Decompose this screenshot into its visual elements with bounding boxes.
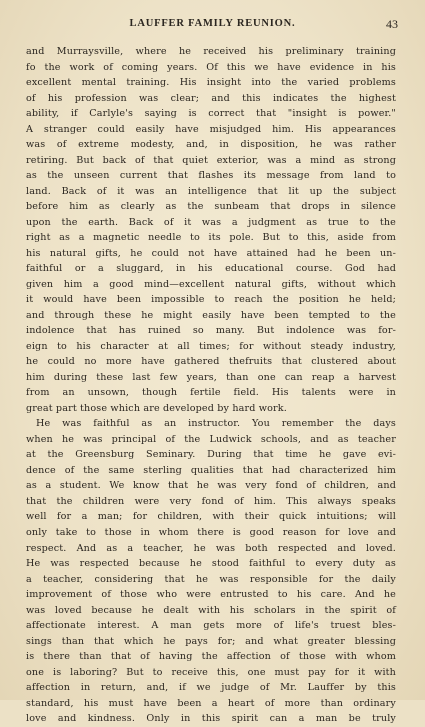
text-line: given him a good mind—excellent natural gifts, without which — [26, 278, 396, 290]
text-line: well for a man; for children, with their quick intuitions; will — [26, 511, 396, 523]
text-line: as a student. We know that he was very fond of children, and — [26, 480, 396, 492]
text-line: faithful or a sluggard, in his educational course. God had — [26, 263, 396, 275]
text-line: is there than that of having the affection of those with whom — [26, 651, 396, 663]
text-line: was of extreme modesty, and, in disposition, he was rather — [26, 139, 396, 151]
text-line: standard, his must have been a heart of more than ordinary — [26, 697, 396, 709]
text-line: ability, if Carlyle's saying is correct that "insight is power." — [26, 108, 396, 120]
text-line: excellent mental training. His insight into the varied problems — [26, 77, 396, 89]
text-line: one is laboring? But to receive this, one must pay for it with — [26, 666, 396, 678]
text-line: before him as clearly as the sunbeam that drops in silence — [26, 201, 396, 213]
text-line: great part those which are developed by hard work. — [26, 402, 287, 414]
text-line: only take to those in whom there is good reason for love and — [26, 526, 396, 538]
paragraph — [26, 44, 396, 416]
text-line: at the Greensburg Seminary. During that time he gave evi- — [26, 449, 396, 461]
text-line: him during these last few years, than one can reap a harvest — [26, 371, 396, 383]
text-line: respect. And as a teacher, he was both respected and loved. — [26, 542, 396, 554]
text-line: his natural gifts, he could not have attained had he been un- — [26, 247, 396, 259]
page-number: 43 — [386, 17, 398, 31]
text-line: land. Back of it was an intelligence that lit up the subject — [26, 185, 396, 197]
text-line: and through these he might easily have been tempted to the — [26, 309, 396, 321]
text-line: a teacher, considering that he was responsible for the daily — [26, 573, 396, 585]
text-line: eign to his character at all times; for without steady industry, — [26, 340, 396, 352]
text-line: as the unseen current that flashes its message from land to — [26, 170, 396, 182]
text-line: fo the work of coming years. Of this we have evidence in his — [26, 61, 396, 73]
text-line: it would have been impossible to reach the position he held; — [26, 294, 396, 306]
text-line: upon the earth. Back of it was a judgment as true to the — [26, 216, 396, 228]
text-line: of his profession was clear; and this indicates the highest — [26, 92, 396, 104]
text-line: love and kindness. Only in this spirit can a man be truly — [26, 713, 396, 725]
text-line: retiring. But back of that quiet exterior, was a mind as strong — [26, 154, 396, 166]
text-line: indolence that has ruined so many. But indolence was for- — [26, 325, 396, 337]
text-line: he could no more have gathered thefruits that clustered about — [26, 356, 396, 368]
text-line: when he was principal of the Ludwick schools, and as teacher — [26, 433, 396, 445]
text-line: affectionate interest. A man gets more of life's truest bles- — [26, 620, 396, 632]
body-text — [26, 44, 396, 727]
text-line: A stranger could easily have misjudged him. His appearances — [26, 123, 396, 135]
text-line: right as a magnetic needle to its pole. But to this, aside from — [26, 232, 396, 244]
text-line: affection in return, and, if we judge of Mr. Lauffer by this — [26, 682, 396, 694]
text-line: that the children were very fond of him. This always speaks — [26, 495, 396, 507]
page-header — [0, 18, 425, 34]
text-line: dence of the same sterling qualities that had characterized him — [26, 464, 396, 476]
text-line: improvement of those who were entrusted to his care. And he — [26, 589, 396, 601]
text-line: He was respected because he stood faithful to every duty as — [26, 558, 396, 570]
text-line: and Murraysville, where he received his preliminary training — [26, 46, 396, 57]
paragraph — [26, 416, 396, 726]
running-title: LAUFFER FAMILY REUNION. — [129, 18, 296, 29]
text-line: was loved because he dealt with his scholars in the spirit of — [26, 604, 396, 616]
text-line: He was faithful as an instructor. You remember the days — [36, 418, 396, 430]
text-line: sings than that which he pays for; and what greater blessing — [26, 635, 396, 647]
text-line: from an unsown, though fertile field. His talents were in — [26, 387, 396, 399]
